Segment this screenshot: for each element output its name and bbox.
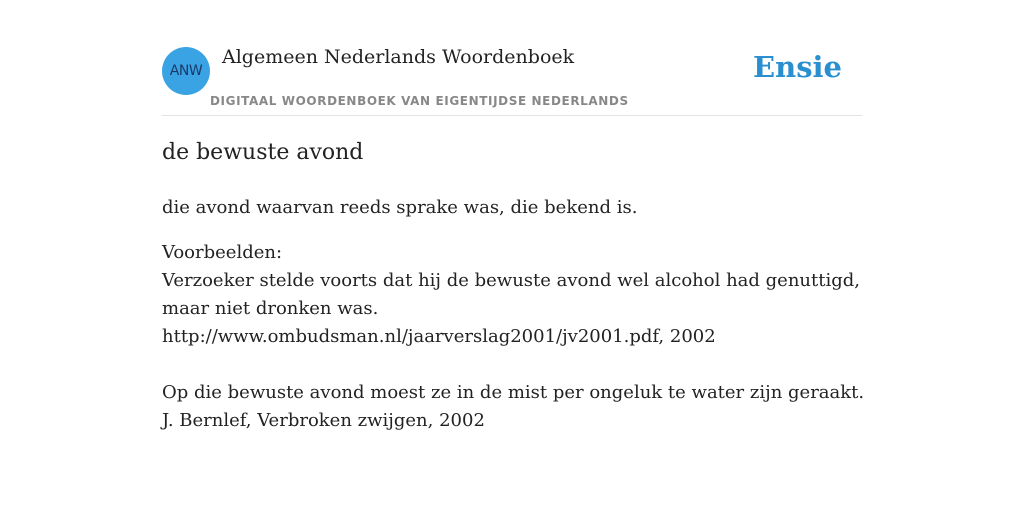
examples-label: Voorbeelden: — [162, 242, 283, 263]
dictionary-subtitle: DIGITAAL WOORDENBOEK VAN EIGENTIJDSE NEDERLANDS — [210, 94, 629, 108]
example-1-source: http://www.ombudsman.nl/jaarverslag2001/jv2001.pdf, 2002 — [162, 326, 716, 347]
example-2-line-1: Op die bewuste avond moest ze in de mist per ongeluk te water zijn geraakt. — [162, 382, 865, 403]
site-header — [162, 0, 862, 116]
example-2-source: J. Bernlef, Verbroken zwijgen, 2002 — [162, 410, 485, 431]
page-container — [162, 0, 865, 431]
logo-text: ANW — [169, 63, 203, 79]
example-separator — [162, 351, 862, 379]
example-1-line-2: maar niet dronken was. — [162, 298, 379, 319]
example-1-line-1: Verzoeker stelde voorts dat hij de bewuste avond wel alcohol had genuttigd, — [162, 270, 861, 291]
entry-definition: die avond waarvan reeds sprake was, die bekend is. — [162, 197, 638, 218]
ensie-brand-link[interactable]: Ensie — [753, 50, 842, 84]
examples-section — [162, 239, 865, 435]
entry-term: de bewuste avond — [162, 140, 364, 165]
dictionary-title[interactable]: Algemeen Nederlands Woordenboek — [222, 46, 575, 68]
anw-logo[interactable] — [162, 47, 210, 95]
